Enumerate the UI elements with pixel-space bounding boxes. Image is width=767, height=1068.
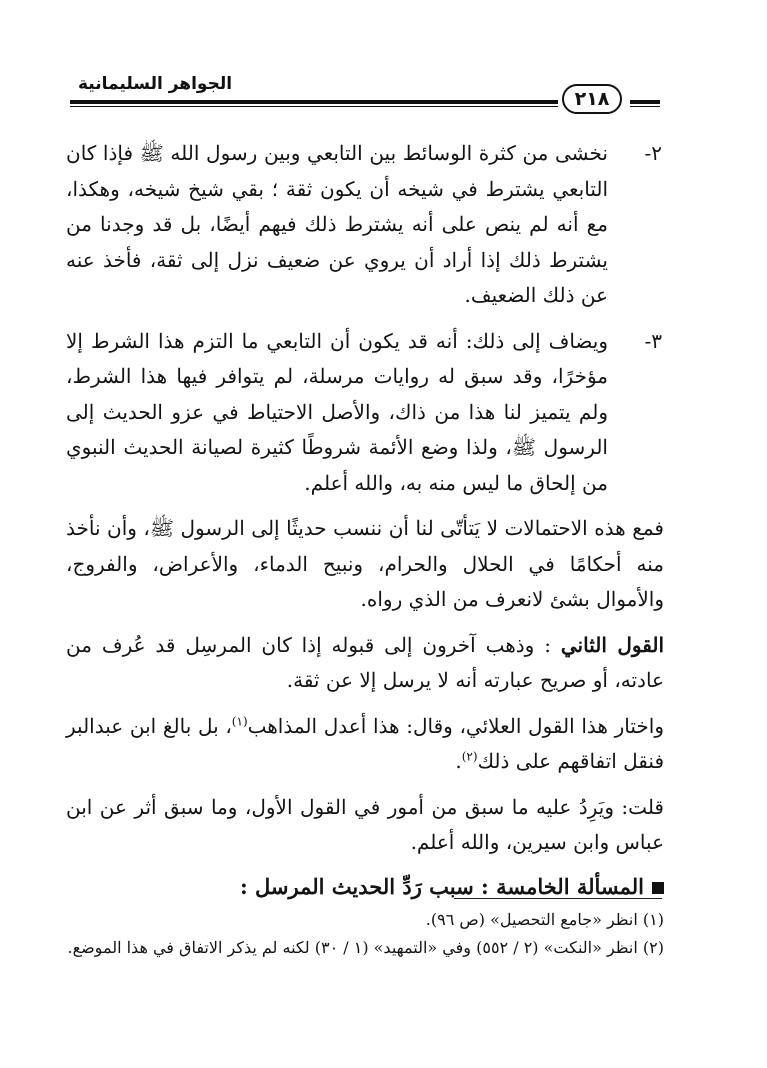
numbered-item-2 (66, 136, 664, 314)
footnote-1: (١) انظر «جامع التحصيل» (ص ٩٦). (425, 910, 664, 929)
section-text: سبب رَدِّ الحديث المرسل : (239, 873, 474, 899)
running-title: الجواهر السليمانية (78, 74, 233, 94)
header-rule-right-thin (630, 106, 660, 107)
footnotes (66, 906, 664, 962)
square-bullet-icon (652, 882, 664, 894)
alai-text-b: ، بل بالغ ابن عبدالبر فنقل اتفاقهم على ذلك (66, 713, 664, 773)
conclusion-paragraph: فمع هذه الاحتمالات لا يَتأتّى لنا أن ننسب حديثًا إلى الرسول ﷺ، وأن نأخذ منه أحكامًا في الحلال والحرام، ونبيح الدماء، والأعراض، والفروج، والأموال بشئ لانعرف من الذي رواه. (66, 516, 664, 611)
footnote-ref-2[interactable]: (٢) (461, 749, 478, 764)
item-number: ٢- (644, 141, 662, 165)
footnote-2: (٢) انظر «النكت» (٢ / ٥٥٢) وفي «التمهيد» (١ / ٣٠) لكنه لم يذكر الاتفاق في هذا الموضع. (67, 938, 664, 957)
header-rule-right (630, 100, 660, 104)
alai-text-c: . (455, 749, 462, 773)
alai-paragraph (66, 709, 664, 780)
second-view-paragraph (66, 628, 664, 699)
header-rule-thin (70, 106, 558, 107)
header-rule (70, 100, 558, 104)
section-lead: المسألة الخامسة : (481, 873, 644, 899)
second-view-text: : وذهب آخرون إلى قبوله إذا كان المرسِل قد عُرف من عادته، أو صريح عبارته أنه لا يرسل إلا عن ثقة. (66, 632, 664, 692)
page-body (66, 136, 664, 904)
item-text: ويضاف إلى ذلك: أنه قد يكون أن التابعي ما التزم هذا الشرط إلا مؤخرًا، وقد سبق له روايات مرسلة، لم يتوافر فيها هذا الشرط، ولم يتميز لنا هذا من ذاك، والأصل الاحتياط في عزو الحديث إلى الرسول ﷺ، ولذا وضع الأئمة شروطًا كثيرة لصيانة الحديث النبوي من إلحاق ما ليس منه به، والله أعلم. (66, 328, 608, 495)
page-number-badge: ٢١٨ (562, 84, 622, 114)
item-number: ٣- (644, 328, 662, 353)
page-header (70, 66, 660, 116)
item-text: نخشى من كثرة الوسائط بين التابعي وبين رسول الله ﷺ فإذا كان التابعي يشترط في شيخه أن يكون ثقة ؛ بقي شيخ شيخه، وهكذا، مع أنه لم ينص على أنه يشترط ذلك فيهم أيضًا، بل قد وجدنا من يشترط ذلك إذا أراد أن يروي عن ضعيف نزل إلى ثقة، فأخذ عنه عن ذلك الضعيف. (66, 141, 608, 307)
second-view-lead: القول الثاني (560, 632, 665, 657)
qult-paragraph: قلت: ويَرِدُ عليه ما سبق من أمور في القول الأول، وما سبق أثر عن ابن عباس وابن سيرين، والله أعلم. (66, 794, 664, 854)
numbered-item-3 (66, 324, 664, 502)
alai-text-a: واختار هذا القول العلائي، وقال: هذا أعدل المذاهب (247, 713, 665, 738)
footnote-ref-1[interactable]: (١) (231, 713, 248, 728)
footnote-separator (454, 898, 662, 899)
